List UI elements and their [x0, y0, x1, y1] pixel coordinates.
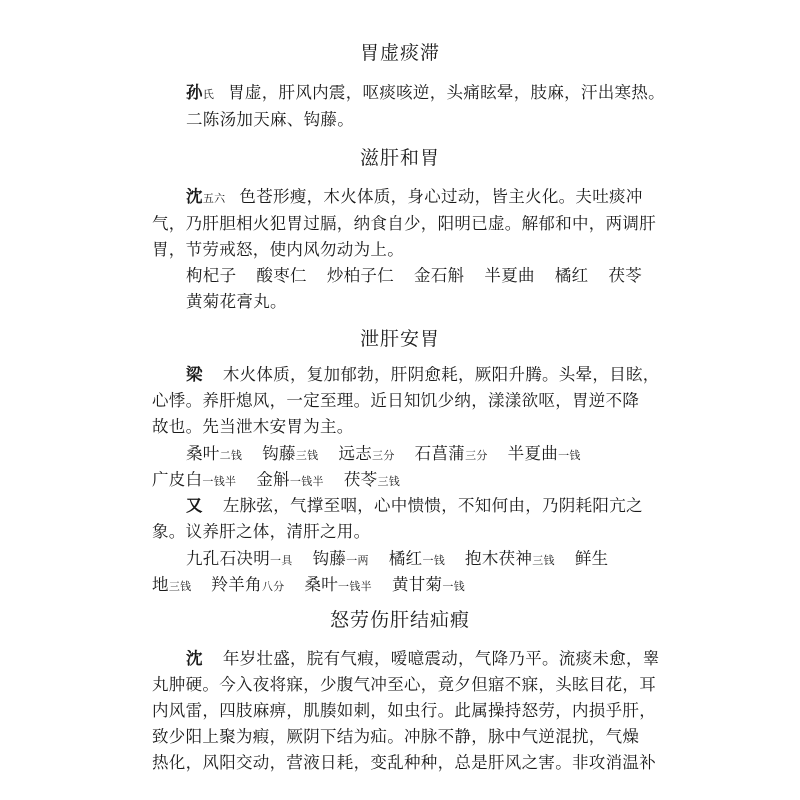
case-line	[186, 361, 660, 385]
herb: 抱木茯神	[465, 549, 533, 568]
herb-dose: 三钱	[295, 449, 319, 462]
herb: 橘红	[388, 549, 423, 568]
herb-dose: 三钱	[168, 580, 192, 593]
section-title-1: 胃虚痰滞	[359, 42, 440, 64]
prescription-line	[186, 440, 641, 464]
herb-dose: 一钱	[422, 554, 446, 567]
herb-dose: 一两	[346, 554, 369, 567]
section-title-4: 怒劳伤肝结疝瘕	[329, 609, 470, 631]
herb-dose: 一钱半	[338, 580, 372, 593]
herb: 酸枣仁	[256, 266, 307, 285]
case-line: 气，乃肝胆相火犯胃过膈，纳食自少，阳明已虚。解郁和中，两调肝	[152, 214, 656, 233]
case-text: 色苍形瘦，木火体质，身心过动，皆主火化。夫吐痰冲	[239, 187, 643, 206]
prescription-line	[152, 571, 642, 595]
herb: 广皮白	[152, 470, 203, 489]
herb-dose: 一具	[270, 554, 293, 567]
herb: 半夏曲	[507, 444, 559, 463]
case-line	[186, 79, 665, 103]
herb: 桑叶	[304, 575, 339, 594]
herb: 远志	[338, 444, 373, 463]
herb: 金石斛	[414, 266, 465, 285]
case-line: 热化，风阳交动，营液日耗，变乱种种，总是肝风之害。非攻消温补	[152, 753, 656, 772]
case-text: 木火体质，复加郁勃，肝阴愈耗，厥阳升腾。头晕，目眩，	[222, 365, 660, 384]
case-line: 象。议养肝之体，清肝之用。	[152, 522, 371, 541]
prescription-line: 黄菊花膏丸。	[186, 292, 287, 311]
herb: 茯苓	[608, 266, 643, 285]
case-text: 年岁壮盛，脘有气瘕，嗳噫震动，气降乃平。流痰未愈，睾	[222, 649, 660, 668]
case-line	[186, 492, 641, 516]
herb-dose: 三钱	[532, 554, 555, 567]
section-title-2: 滋肝和胃	[359, 147, 440, 169]
herb: 茯苓	[343, 470, 378, 489]
case-line: 内风雷，四肢麻痹，肌腠如刺，如虫行。此属操持怒劳，内损乎肝，	[152, 701, 656, 720]
case-line	[186, 183, 641, 207]
case-line	[186, 645, 660, 669]
herb: 石菖蒲	[414, 444, 466, 463]
case-line: 丸肿硬。今入夜将寐，少腹气冲至心，竟夕但寤不寐，头眩目花，耳	[152, 675, 656, 694]
herb: 橘红	[554, 266, 589, 285]
patient-name: 沈	[186, 649, 203, 668]
case-line: 故也。先当泄木安胃为主。	[152, 417, 354, 436]
herb: 地	[152, 575, 169, 594]
herb-dose: 三钱	[377, 475, 401, 488]
herb: 枸杞子	[186, 266, 237, 285]
prescription-line	[186, 262, 641, 286]
case-line: 致少阳上聚为瘕，厥阴下结为疝。冲脉不静，脉中气逆混扰，气燥	[152, 727, 640, 746]
section-title-3: 泄肝安胃	[359, 328, 440, 350]
patient-age: 五六	[202, 192, 226, 205]
herb: 九孔石决明	[186, 549, 270, 568]
herb: 钩藤	[262, 444, 296, 463]
herb: 黄甘菊	[391, 575, 443, 594]
herb-dose: 三分	[465, 449, 488, 462]
herb: 炒柏子仁	[326, 266, 395, 285]
case-line: 心悸。养肝熄风，一定至理。近日知饥少纳，漾漾欲呕，胃逆不降	[152, 391, 640, 410]
herb-dose: 一钱	[442, 580, 465, 593]
prescription-line	[186, 545, 641, 569]
again-marker: 又	[186, 496, 203, 515]
herb: 桑叶	[186, 444, 220, 463]
herb: 羚羊角	[211, 575, 262, 594]
herb: 钩藤	[312, 549, 347, 568]
case-text: 左脉弦，气撑至咽，心中愦愦，不知何由，乃阴耗阳亢之	[222, 496, 643, 515]
herb: 半夏曲	[484, 266, 535, 285]
patient-age: 氏	[202, 88, 215, 101]
patient-name: 梁	[186, 365, 203, 384]
case-line: 二陈汤加天麻、钩藤。	[186, 110, 354, 129]
patient-name: 孙	[186, 83, 203, 102]
herb: 金斛	[256, 470, 290, 489]
herb-dose: 一钱半	[289, 475, 324, 488]
herb-dose: 一钱	[558, 449, 581, 462]
prescription-line	[152, 466, 642, 490]
patient-name: 沈	[186, 187, 203, 206]
herb-dose: 八分	[261, 580, 285, 593]
herb-dose: 二钱	[219, 449, 243, 462]
case-line: 胃，节劳戒怒，使内风勿动为上。	[152, 240, 404, 259]
case-text: 胃虚，肝风内震，呕痰咳逆，头痛眩晕，肢麻，汗出寒热。	[228, 83, 665, 102]
herb-dose: 三分	[372, 449, 395, 462]
herb: 鲜生	[574, 549, 609, 568]
herb-dose: 一钱半	[202, 475, 237, 488]
